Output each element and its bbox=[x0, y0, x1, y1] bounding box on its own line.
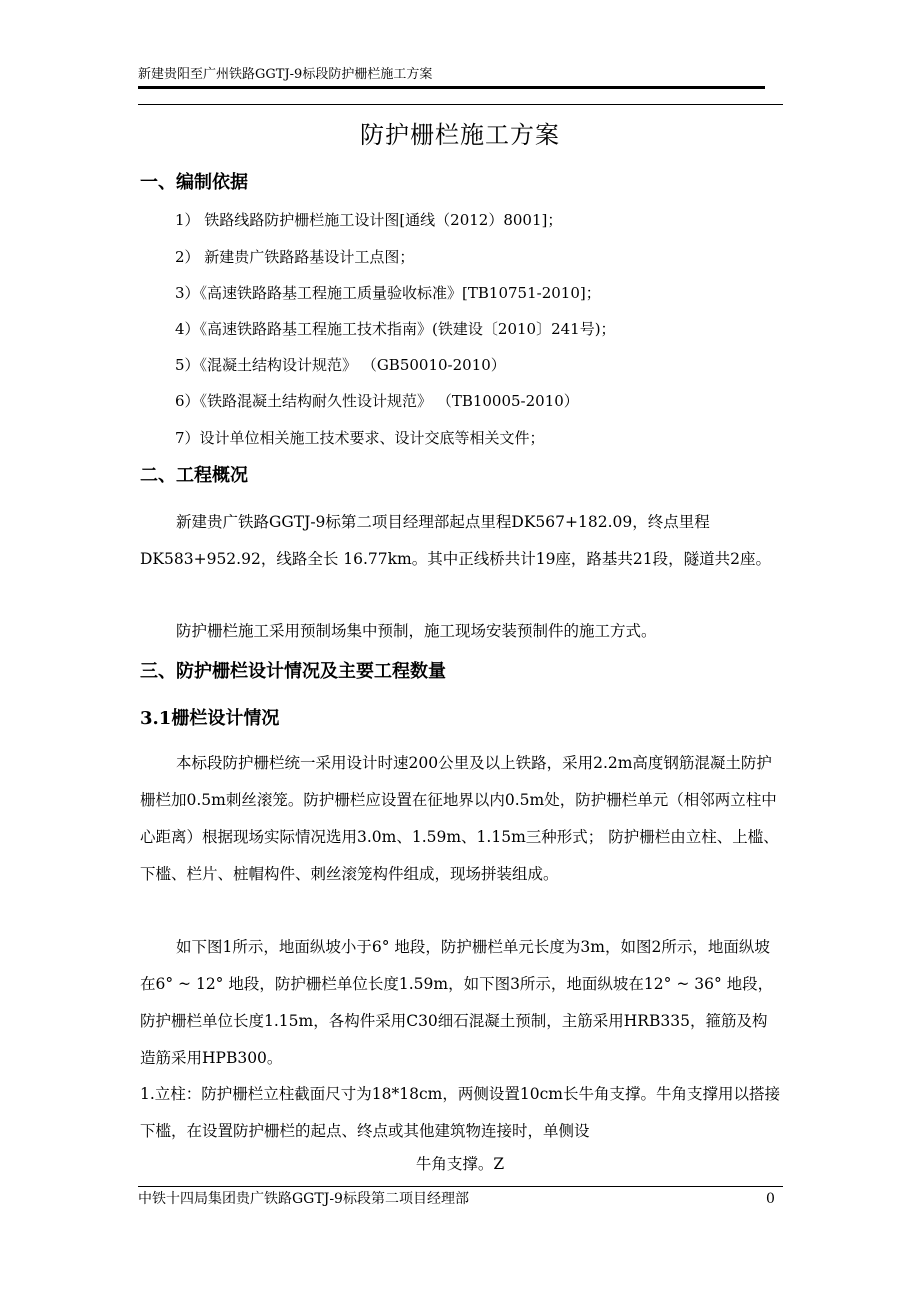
basis-item-4: 4）《高速铁路路基工程施工技术指南》(铁建设〔2010〕241号)； bbox=[175, 320, 616, 338]
basis-item-5: 5）《混凝土结构设计规范》 （GB50010-2010） bbox=[175, 356, 506, 374]
overview-paragraph-2: 防护栅栏施工采用预制场集中预制，施工现场安装预制件的施工方式。 bbox=[176, 622, 657, 640]
design-paragraph-1: 本标段防护栅栏统一采用设计时速200公里及以上铁路，采用2.2m高度钢筋混凝土防护栅栏加0.5m刺丝滚笼。防护栅栏应设置在征地界以内0.5m处，防护栅栏单元（相邻两立柱中心距离）根据现场实际情况选用3.0m、1.59m、1.15m三种形式； 防护栅栏由立柱、上槛、下槛、栏片、桩帽构件、刺丝滚笼构件组成，现场拼装组成。 bbox=[140, 754, 779, 883]
design-paragraph-3: 1.立柱：防护栅栏立柱截面尺寸为18*18cm，两侧设置10cm长牛角支撑。牛角支撑用以搭接下槛，在设置防护栅栏的起点、终点或其他建筑物连接时，单侧设 bbox=[140, 1085, 780, 1140]
basis-item-1: 1） 铁路线路防护栅栏施工设计图[通线（2012）8001]； bbox=[175, 211, 563, 229]
design-paragraph-2: 如下图1所示，地面纵坡小于6° 地段，防护栅栏单元长度为3m，如图2所示，地面纵坡在6° ~ 12° 地段，防护栅栏单位长度1.59m，如下图3所示，地面纵坡在12° ~ 36° 地段，防护栅栏单位长度1.15m，各构件采用C30细石混凝土预制，主筋采用HRB335，箍筋及构造筋采用HPB300。 bbox=[140, 938, 774, 1067]
section-heading-basis: 一、编制依据 bbox=[140, 172, 248, 193]
header-rule-thin bbox=[138, 104, 783, 105]
basis-item-2: 2） 新建贵广铁路路基设计工点图； bbox=[175, 248, 415, 266]
section-heading-design: 三、防护栅栏设计情况及主要工程数量 bbox=[140, 661, 446, 682]
basis-item-6: 6）《铁路混凝土结构耐久性设计规范》 （TB10005-2010） bbox=[175, 392, 579, 410]
running-footer: 中铁十四局集团贵广铁路GGTJ-9标段第二项目经理部 bbox=[138, 1191, 469, 1207]
page-number: 0 bbox=[766, 1191, 775, 1207]
design-paragraph-3-end: 牛角支撑。Z bbox=[415, 1155, 505, 1173]
subsection-heading-design: 3.1栅栏设计情况 bbox=[140, 708, 280, 729]
footer-rule bbox=[138, 1186, 783, 1187]
document-title: 防护栅栏施工方案 bbox=[360, 121, 560, 149]
basis-item-7: 7）设计单位相关施工技术要求、设计交底等相关文件； bbox=[175, 429, 545, 447]
running-header: 新建贵阳至广州铁路GGTJ-9标段防护栅栏施工方案 bbox=[138, 67, 433, 82]
section-heading-overview: 二、工程概况 bbox=[140, 465, 248, 486]
basis-item-3: 3）《高速铁路路基工程施工质量验收标准》[TB10751-2010]； bbox=[175, 284, 601, 302]
overview-paragraph-1: 新建贵广铁路GGTJ-9标第二项目经理部起点里程DK567+182.09，终点里程DK583+952.92，线路全长 16.77km。其中正线桥共计19座，路基共21段，隧道共2座。 bbox=[140, 513, 772, 568]
header-rule-thick bbox=[138, 86, 765, 89]
